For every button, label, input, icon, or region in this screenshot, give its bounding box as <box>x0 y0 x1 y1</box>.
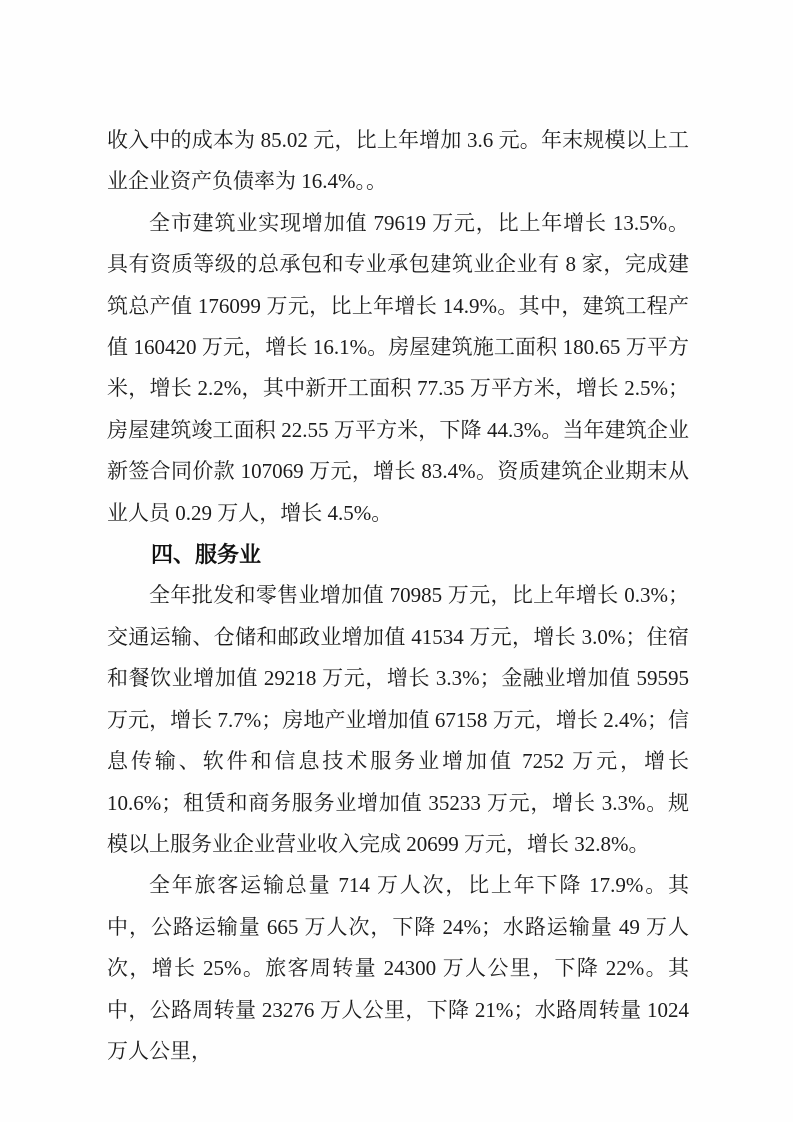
section-heading-services: 四、服务业 <box>151 542 262 568</box>
paragraph-construction-industry: 全市建筑业实现增加值 79619 万元，比上年增长 13.5%。具有资质等级的总承包和专业承包建筑业企业有 8 家，完成建筑总产值 176099 万元，比上年增长 14.9%。其中，建筑工程产值 160420 万元，增长 16.1%。房屋建筑施工面积 180.65 万平方米，增长 2.2%，其中新开工面积 77.35 万平方米，增长 2.5%；房屋建筑竣工面积 22.55 万平方米，下降 44.3%。当年建筑企业新签合同价款 107069 万元，增长 83.4%。资质建筑企业期末从业人员 0.29 万人，增长 4.5%。 <box>107 210 689 525</box>
paragraph-service-industry-added-value: 全年批发和零售业增加值 70985 万元，比上年增长 0.3%；交通运输、仓储和邮政业增加值 41534 万元，增长 3.0%；住宿和餐饮业增加值 29218 万元，增长 3.3%；金融业增加值 59595 万元，增长 7.7%；房地产业增加值 67158 万元，增长 2.4%；信息传输、软件和信息技术服务业增加值 7252 万元，增长 10.6%；租赁和商务服务业增加值 35233 万元，增长 3.3%。规模以上服务业企业营业收入完成 20699 万元，增长 32.8%。 <box>107 583 689 856</box>
paragraph-passenger-transport: 全年旅客运输总量 714 万人次，比上年下降 17.9%。其中，公路运输量 665 万人次，下降 24%；水路运输量 49 万人次，增长 25%。旅客周转量 24300 万人公里，下降 22%。其中，公路周转量 23276 万人公里，下降 21%；水路周转量 1024 万人公里， <box>107 873 689 1063</box>
document-content <box>107 120 689 1072</box>
paragraph-industry-cost-continuation: 收入中的成本为 85.02 元，比上年增加 3.6 元。年末规模以上工业企业资产负债率为 16.4%。。 <box>107 128 689 194</box>
